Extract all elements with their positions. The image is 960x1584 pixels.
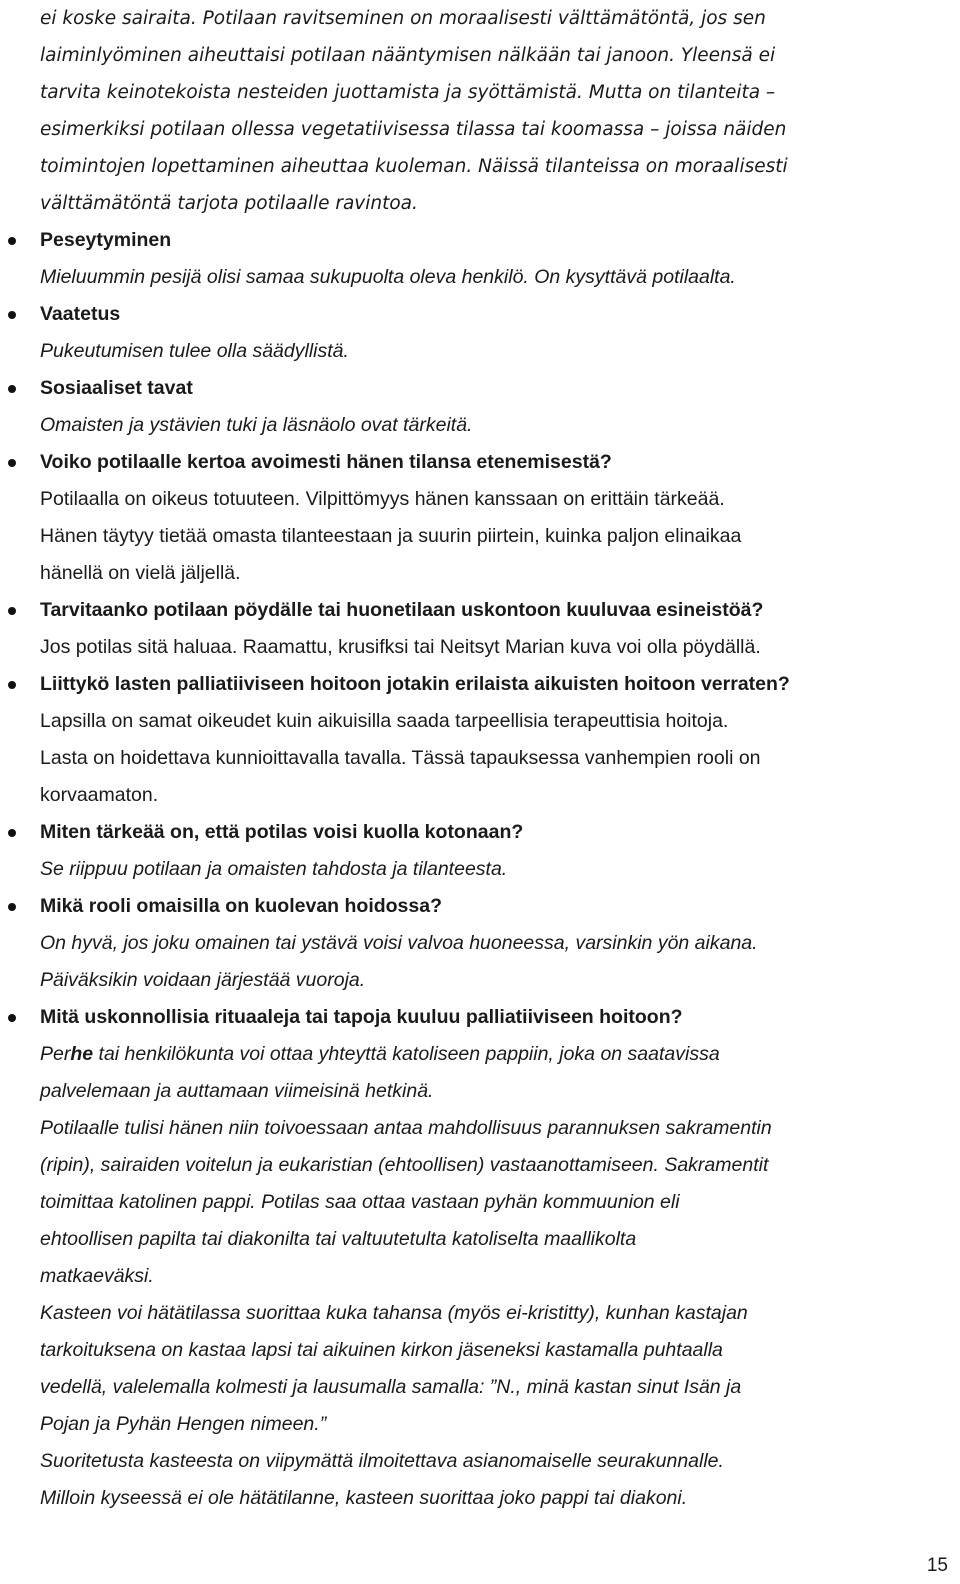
item-line: Suoritetusta kasteesta on viipymättä ilmoitettava asianomaiselle seurakunnalle. — [40, 1450, 724, 1472]
intro-paragraph — [40, 0, 955, 222]
list-item — [40, 444, 955, 592]
item-line: palvelemaan ja auttamaan viimeisinä hetkinä. — [40, 1080, 434, 1102]
item-line: toimittaa katolinen pappi. Potilas saa ottaa vastaan pyhän kommuunion eli — [40, 1191, 680, 1213]
item-heading: Peseytyminen — [40, 229, 172, 251]
intro-line: välttämätöntä tarjota potilaalle ravintoa. — [40, 193, 418, 214]
item-line: ehtoollisen papilta tai diakonilta tai valtuutetulta katoliselta maallikolta — [40, 1228, 637, 1250]
bullet-icon — [8, 237, 16, 245]
item-line: matkaeväksi. — [40, 1265, 154, 1287]
item-line: tarkoituksena on kastaa lapsi tai aikuinen kirkon jäseneksi kastamalla puhtaalla — [40, 1339, 723, 1361]
item-heading: Liittykö lasten palliatiiviseen hoitoon jotakin erilaista aikuisten hoitoon verraten? — [40, 673, 790, 695]
item-line: hänellä on vielä jäljellä. — [40, 562, 241, 584]
list-item — [40, 999, 955, 1517]
list-item — [40, 666, 955, 814]
item-line: Kasteen voi hätätilassa suorittaa kuka tahansa (myös ei-kristitty), kunhan kastajan — [40, 1302, 748, 1324]
page-content — [40, 0, 955, 1517]
bullet-icon — [8, 903, 16, 911]
item-line: Lapsilla on samat oikeudet kuin aikuisilla saada tarpeellisia terapeuttisia hoitoja. — [40, 710, 729, 732]
bullet-icon — [8, 459, 16, 467]
item-heading: Miten tärkeää on, että potilas voisi kuolla kotonaan? — [40, 821, 524, 843]
intro-line: toimintojen lopettaminen aiheuttaa kuoleman. Näissä tilanteissa on moraalisesti — [40, 156, 788, 177]
item-line-rest: tai henkilökunta voi ottaa yhteyttä katoliseen pappiin, joka on saatavissa — [93, 1043, 720, 1065]
item-heading: Tarvitaanko potilaan pöydälle tai huonetilaan uskontoon kuuluvaa esineistöä? — [40, 599, 764, 621]
item-heading: Mitä uskonnollisia rituaaleja tai tapoja kuuluu palliatiiviseen hoitoon? — [40, 1006, 683, 1028]
item-line — [40, 1036, 955, 1073]
list-item — [40, 814, 955, 888]
intro-line: tarvita keinotekoista nesteiden juottamista ja syöttämistä. Mutta on tilanteita – — [40, 82, 776, 103]
item-heading: Vaatetus — [40, 303, 121, 325]
item-line: Mieluummin pesijä olisi samaa sukupuolta oleva henkilö. On kysyttävä potilaalta. — [40, 266, 736, 288]
item-line-prefix: Per — [40, 1043, 71, 1065]
item-line: Milloin kyseessä ei ole hätätilanne, kasteen suorittaa joko pappi tai diakoni. — [40, 1487, 688, 1509]
item-heading: Mikä rooli omaisilla on kuolevan hoidossa? — [40, 895, 443, 917]
intro-line: laiminlyöminen aiheuttaisi potilaan nääntymisen nälkään tai janoon. Yleensä ei — [40, 45, 776, 66]
item-line: korvaamaton. — [40, 784, 159, 806]
item-line: Potilaalla on oikeus totuuteen. Vilpittömyys hänen kanssaan on erittäin tärkeää. — [40, 488, 725, 510]
list-item — [40, 888, 955, 999]
list-item — [40, 296, 955, 370]
item-line: Se riippuu potilaan ja omaisten tahdosta ja tilanteesta. — [40, 858, 508, 880]
list-item — [40, 222, 955, 296]
list-item — [40, 592, 955, 666]
list-item — [40, 370, 955, 444]
item-line: Lasta on hoidettava kunnioittavalla tavalla. Tässä tapauksessa vanhempien rooli on — [40, 747, 761, 769]
bullet-icon — [8, 385, 16, 393]
item-line: Päiväksikin voidaan järjestää vuoroja. — [40, 969, 366, 991]
item-heading: Voiko potilaalle kertoa avoimesti hänen tilansa etenemisestä? — [40, 451, 612, 473]
page-number: 15 — [926, 1555, 948, 1576]
item-line: Hänen täytyy tietää omasta tilanteestaan ja suurin piirtein, kuinka paljon elinaikaa — [40, 525, 742, 547]
item-heading: Sosiaaliset tavat — [40, 377, 193, 399]
bullet-icon — [8, 829, 16, 837]
bullet-icon — [8, 1014, 16, 1022]
item-line: On hyvä, jos joku omainen tai ystävä voisi valvoa huoneessa, varsinkin yön aikana. — [40, 932, 758, 954]
item-line: vedellä, valelemalla kolmesti ja lausumalla samalla: ”N., minä kastan sinut Isän ja — [40, 1376, 742, 1398]
item-line: Pukeutumisen tulee olla säädyllistä. — [40, 340, 349, 362]
item-line-bold: he — [70, 1043, 94, 1065]
bullet-icon — [8, 607, 16, 615]
item-line: (ripin), sairaiden voitelun ja eukaristian (ehtoollisen) vastaanottamiseen. Sakramentit — [40, 1154, 769, 1176]
item-line: Potilaalle tulisi hänen niin toivoessaan antaa mahdollisuus parannuksen sakramentin — [40, 1117, 772, 1139]
intro-line: ei koske sairaita. Potilaan ravitseminen on moraalisesti välttämätöntä, jos sen — [40, 8, 766, 29]
bullet-icon — [8, 681, 16, 689]
bullet-icon — [8, 311, 16, 319]
intro-line: esimerkiksi potilaan ollessa vegetatiivisessa tilassa tai koomassa – joissa näiden — [40, 119, 787, 140]
item-line: Jos potilas sitä haluaa. Raamattu, krusifksi tai Neitsyt Marian kuva voi olla pöydällä. — [40, 636, 761, 658]
item-line: Omaisten ja ystävien tuki ja läsnäolo ovat tärkeitä. — [40, 414, 473, 436]
item-line: Pojan ja Pyhän Hengen nimeen.” — [40, 1413, 327, 1435]
